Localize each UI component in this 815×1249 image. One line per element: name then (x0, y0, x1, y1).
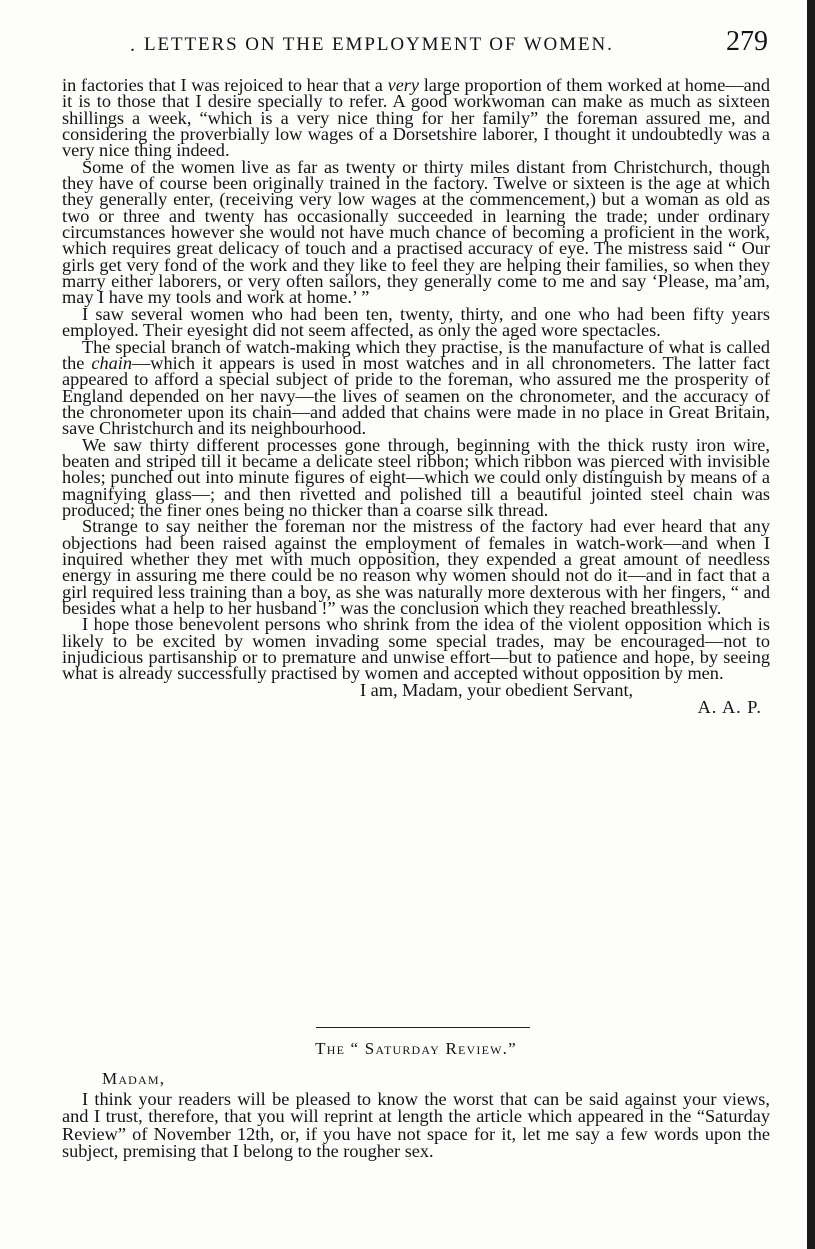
saturday-review-section (62, 1040, 770, 1161)
section-salutation: Madam, (102, 1069, 166, 1088)
section-title: The “ Saturday Review.” (315, 1039, 517, 1058)
letter-paragraph-4 (62, 336, 770, 439)
letter-paragraph-7: I hope those benevolent persons who shrink from the idea of the violent opposition which is likely to be excited by women invading some special trades, may be encouraged—not to injudicious partisanship or to premature and unwise effort—but to patience and hope, by seeing what is already successfully practised by women and accepted without opposition by men. (62, 614, 770, 684)
letter-p4-text-a: The special branch of watch-making which they practise, is the manufacture of what is called the (62, 336, 770, 373)
letter-closing: I am, Madam, your obedient Servant, (360, 679, 634, 700)
section-paragraph-1: I think your readers will be pleased to know the worst that can be said against your views, and I trust, therefore, that you will reprint at length the article which appeared in the “Saturday Review” of November 12th, or, if you have not space for it, let me say a few words upon the subject, premising that I belong to the rougher sex. (62, 1089, 770, 1162)
letter-p4-text-b: —which it appears is used in most watches and in all chronometers. The latter fact appeared to afford a special subject of pride to the foreman, who assured me the prosperity of England depended on her navy—the lives of seamen on the chronometer, and the accuracy of the chronometer upon its chain—and added that chains were made in no place in Great Britain, save Christchurch and its neighbourhood. (62, 352, 770, 439)
letter-body (62, 77, 770, 716)
letter-paragraph-2: Some of the women live as far as twenty or thirty miles distant from Christchurch, though they have of course been originally trained in the factory. Twelve or sixteen is the age at which they generally enter, (receiving very low wages at the commencement,) but a woman as old as two or three and twenty has occasionally succeeded in learning the trade; under ordinary circumstances however she would not have much chance of becoming a proficient in the work, which requires great delicacy of touch and a practised accuracy of eye. The mistress said “ Our girls get very fond of the work and they like to feel they are helping their families, so when they marry either laborers, or very often sailors, they generally come to me and say ‘Please, ma’am, may I have my tools and work at home.’ ” (62, 156, 770, 308)
page-edge-shadow (807, 0, 815, 1249)
section-divider (316, 1027, 530, 1028)
letter-paragraph-5: We saw thirty different processes gone through, beginning with the thick rusty iron wire, beaten and striped till it became a delicate steel ribbon; which ribbon was pierced with invisible holes; punched out into minute figures of eight—which we could only distinguish by means of a magnifying glass—; and then rivetted and polished till a beautiful jointed steel chain was produced; the finer ones being no thicker than a coarse silk thread. (62, 434, 770, 520)
letter-paragraph-6: Strange to say neither the foreman nor the mistress of the factory had ever heard that any objections had been raised against the employment of females in watch-work—and when I inquired whether they met with much opposition, they expended a great amount of needless energy in assuring me there could be no reason why women should not do it—and in fact that a girl required less training than a boy, as she was naturally more dexterous with her fingers, “ and besides what a help to her husband !” was the conclusion which they reached breathlessly. (62, 516, 770, 618)
page-number: 279 (726, 26, 768, 57)
running-header (60, 28, 772, 58)
letter-paragraph-1 (62, 77, 770, 159)
running-title: LETTERS ON THE EMPLOYMENT OF WOMEN. (144, 34, 614, 55)
letter-paragraph-3: I saw several women who had been ten, twenty, thirty, and one who had been fifty years employed. Their eyesight did not seem affected, as only the aged wore spectacles. (62, 303, 770, 341)
letter-p1-text-a: in factories that I was rejoiced to hear that a (62, 75, 388, 95)
letter-p1-text-b: large proportion of them worked at home—and it is to those that I desire specially to refer. A good workwoman can make as much as sixteen shillings a week, “which is a very nice thing for her family” the foreman assured me, and considering the proverbially low wages of a Dorsetshire laborer, I thought it undoubtedly was a very nice thing indeed. (62, 75, 771, 161)
letter-p1-emphasis: very (387, 75, 420, 95)
letter-signature: A. A. P. (697, 697, 762, 718)
header-dot: . (130, 34, 135, 56)
letter-p4-emphasis: chain (91, 352, 133, 373)
